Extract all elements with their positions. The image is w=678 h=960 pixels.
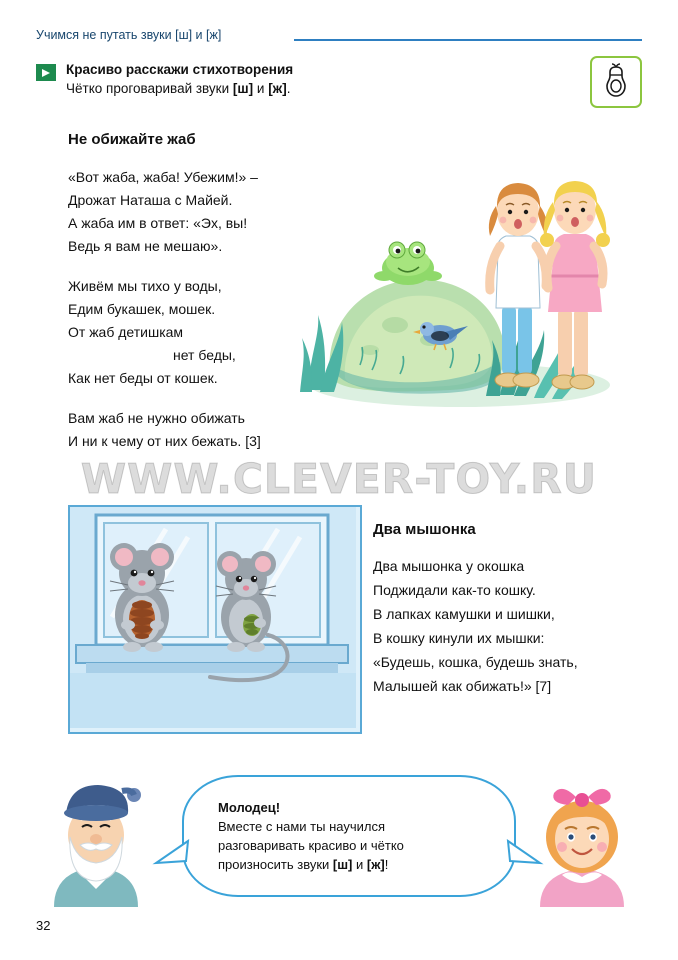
poem-line: Вам жаб не нужно обижать <box>68 410 245 426</box>
header-divider <box>294 39 642 41</box>
bubble-sound-zh: [ж] <box>366 857 385 872</box>
poem-line: Ведь я вам не мешаю». <box>68 238 223 254</box>
poem-line: «Вот жаба, жаба! Убежим!» – <box>68 169 258 185</box>
poem-line: Малышей как обижать!» [7] <box>373 678 552 694</box>
poem1-stanza-3 <box>68 407 368 453</box>
girl-blonde-hair <box>540 181 610 389</box>
bell-icon <box>599 62 633 102</box>
bubble-line-1: Вместе с нами ты научился <box>218 819 386 834</box>
task-instruction <box>36 62 456 98</box>
bubble-tail-left <box>152 837 192 871</box>
poem1-stanza-2 <box>68 275 368 390</box>
poem-line: «Будешь, кошка, будешь знать, <box>373 654 578 670</box>
header-title: Учимся не путать звуки [ш] и [ж] <box>36 28 222 42</box>
poem1-title: Не обижайте жаб <box>68 131 196 148</box>
poem2-body <box>373 554 663 698</box>
task-subline-suffix: . <box>286 80 291 96</box>
bell-badge <box>590 56 642 108</box>
bubble-headline: Молодец! <box>218 800 281 815</box>
poem-line: Дрожат Наташа с Майей. <box>68 192 233 208</box>
poem-line: Поджидали как-то кошку. <box>373 582 536 598</box>
task-subline-mid: и <box>253 80 269 96</box>
poem-line: А жаба им в ответ: «Эх, вы! <box>68 215 248 231</box>
poem-line: Живём мы тихо у воды, <box>68 278 222 294</box>
bubble-line3-mid: и <box>352 857 367 872</box>
poem-line: Как нет беды от кошек. <box>68 370 218 386</box>
speech-bubble-text <box>218 798 486 874</box>
hair-bow <box>553 789 610 807</box>
bottom-scene <box>36 775 642 905</box>
poem-line: Едим букашек, мошек. <box>68 301 216 317</box>
frog <box>374 242 442 285</box>
page-header <box>36 28 642 52</box>
bubble-sound-sh: [ш] <box>332 857 353 872</box>
task-sound-zh: [ж] <box>268 80 287 96</box>
task-subline-prefix: Чётко проговаривай звуки <box>66 80 233 96</box>
task-headline: Красиво расскажи стихотворения <box>66 62 294 77</box>
poem1-stanza-1 <box>68 166 368 258</box>
bubble-line3-suffix: ! <box>384 857 389 872</box>
bubble-line-2: разговаривать красиво и чётко <box>218 838 404 853</box>
poem1-body <box>68 166 368 453</box>
bubble-line-3 <box>218 855 486 874</box>
play-triangle-icon <box>36 64 56 81</box>
speech-bubble <box>182 775 516 897</box>
poem-line: От жаб детишкам <box>68 324 184 340</box>
task-sound-sh: [ш] <box>232 80 254 96</box>
grandfather-character <box>36 779 156 907</box>
poem-line: В кошку кинули их мышки: <box>373 630 545 646</box>
poem-line: нет беды, <box>173 347 236 363</box>
poem-line: В лапках камушки и шишки, <box>373 606 555 622</box>
girl-character <box>522 779 642 907</box>
bubble-line3-prefix: произносить звуки <box>218 857 333 872</box>
watermark: WWW.CLEVER-TOY.RU <box>80 455 598 503</box>
page-number: 32 <box>36 918 51 933</box>
task-text <box>66 62 456 98</box>
two-mice-on-windowsill-illustration <box>68 505 362 734</box>
poem2-title: Два мышонка <box>373 521 476 538</box>
poem-line: И ни к чему от них бежать. [3] <box>68 433 261 449</box>
task-subline <box>66 80 456 98</box>
poem-line: Два мышонка у окошка <box>373 558 525 574</box>
